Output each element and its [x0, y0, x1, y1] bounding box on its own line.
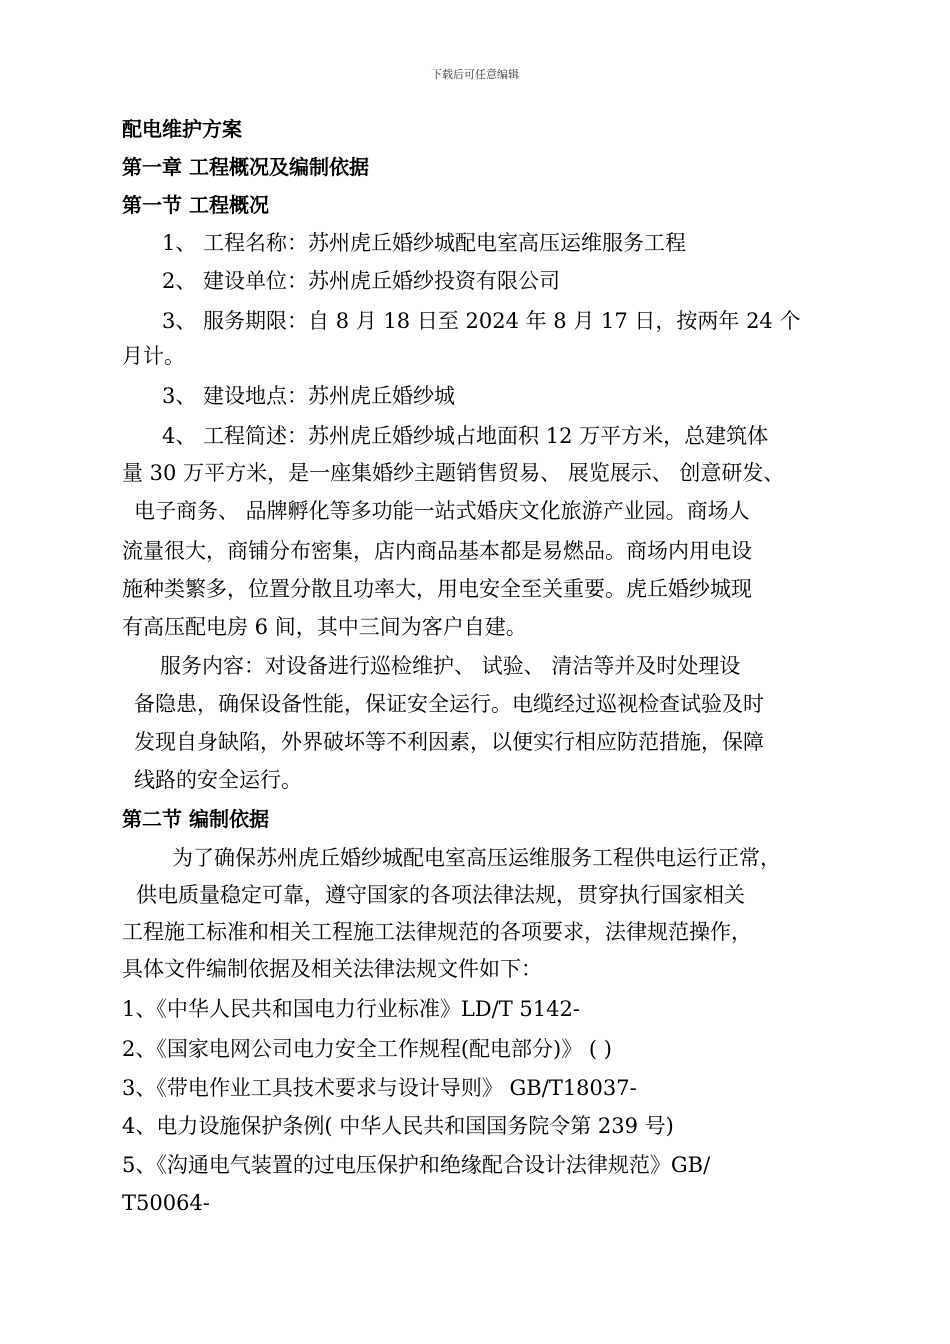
reference-item: 5、《沟通电气装置的过电压保护和绝缘配合设计法律规范》GB/ [122, 1153, 711, 1177]
basis-intro-line: 为了确保苏州虎丘婚纱城配电室高压运维服务工程供电运行正常， [172, 846, 781, 870]
overview-item-builder: 2、 建设单位：苏州虎丘婚纱投资有限公司 [162, 269, 561, 293]
overview-description-line: 流量很大，商铺分布密集，店内商品基本都是易燃品。商场内用电设 [122, 539, 752, 563]
overview-description-line: 量 30 万平方米，是一座集婚纱主题销售贸易、 展览展示、 创意研发、 [122, 461, 785, 485]
overview-description-line: 电子商务、 品牌孵化等多功能一站式婚庆文化旅游产业园。商场人 [134, 499, 750, 523]
chapter-1-title: 第一章 工程概况及编制依据 [122, 155, 369, 179]
overview-description-line: 4、 工程简述：苏州虎丘婚纱城占地面积 12 万平方米，总建筑体 [162, 424, 769, 448]
service-content-line: 发现自身缺陷，外界破坏等不利因素，以便实行相应防范措施，保障 [134, 730, 764, 754]
section-1-title: 第一节 工程概况 [122, 193, 269, 217]
reference-item: 1、《中华人民共和国电力行业标准》LD/T 5142- [122, 997, 580, 1021]
reference-item: 2、《国家电网公司电力安全工作规程(配电部分)》 ( ) [122, 1037, 612, 1061]
document-title: 配电维护方案 [122, 117, 242, 141]
overview-item-location: 3、 建设地点：苏州虎丘婚纱城 [162, 384, 456, 408]
basis-intro-line: 具体文件编制依据及相关法律法规文件如下： [122, 957, 542, 981]
basis-intro-line: 供电质量稳定可靠，遵守国家的各项法律法规，贯穿执行国家相关 [136, 883, 745, 907]
reference-item: 4、电力设施保护条例( 中华人民共和国国务院令第 239 号) [122, 1114, 674, 1138]
service-content-line: 服务内容：对设备进行巡检维护、 试验、 清洁等并及时处理设 [160, 654, 741, 678]
service-content-line: 备隐患，确保设备性能，保证安全运行。电缆经过巡视检查试验及时 [134, 692, 764, 716]
header-note: 下载后可任意编辑 [431, 68, 519, 81]
section-2-title: 第二节 编制依据 [122, 807, 269, 831]
service-content-line: 线路的安全运行。 [134, 768, 302, 792]
basis-intro-line: 工程施工标准和相关工程施工法律规范的各项要求，法律规范操作， [122, 920, 752, 944]
overview-description-line: 施种类繁多，位置分散且功率大，用电安全至关重要。虎丘婚纱城现 [122, 577, 752, 601]
reference-item: 3、《带电作业工具技术要求与设计导则》 GB/T18037- [122, 1076, 637, 1100]
overview-description-line: 有高压配电房 6 间，其中三间为客户自建。 [122, 615, 527, 639]
overview-item-project-name: 1、 工程名称：苏州虎丘婚纱城配电室高压运维服务工程 [162, 231, 687, 255]
overview-item-service-period-cont: 月计。 [122, 344, 185, 368]
overview-item-service-period: 3、 服务期限：自 8 月 18 日至 2024 年 8 月 17 日，按两年 24 个 [162, 309, 801, 333]
reference-item: T50064- [122, 1191, 210, 1215]
